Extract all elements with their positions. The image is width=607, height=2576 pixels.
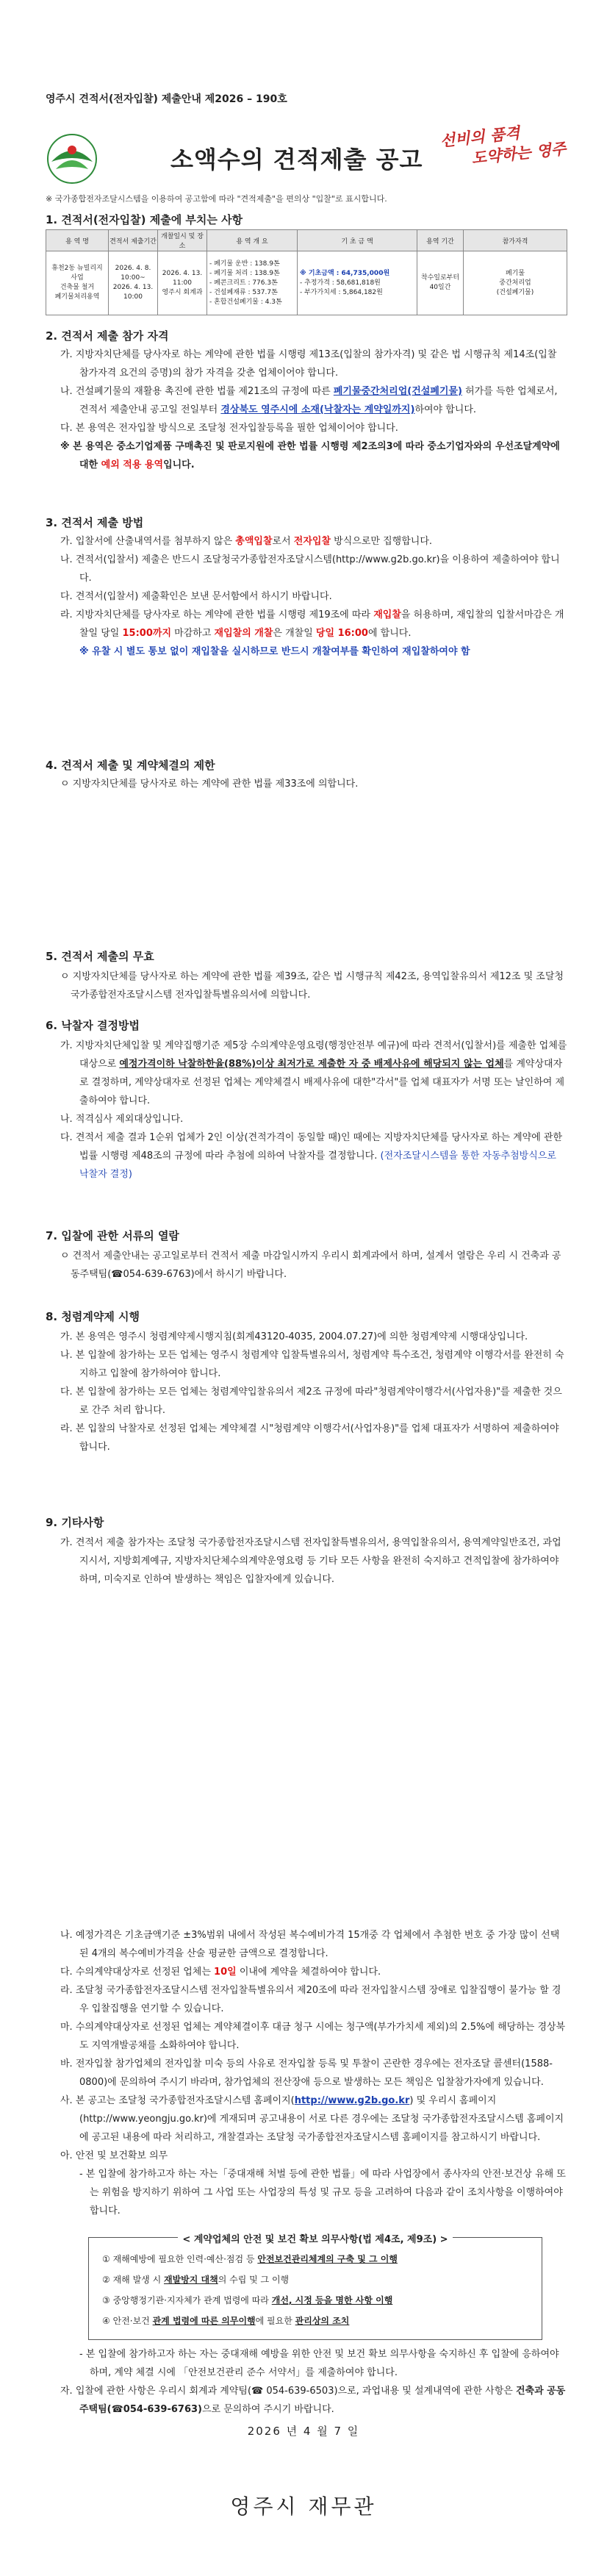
text: 재입찰의 개찰	[214, 628, 273, 639]
slogan-line-2: 도약하는 영주	[470, 139, 567, 168]
cell-period	[109, 251, 158, 315]
cell-text: 2026. 4. 13.	[162, 269, 203, 277]
text: 를 계약상대자로 결정하며, 계약상대자로 선정된 업체는 계약체결시 배제사유에 대한"각서"를 업체 대표자가 서명 또는 날인하여 제출하여야 합니다.	[79, 1059, 565, 1106]
obligation-box-title	[89, 2231, 542, 2245]
th-name: 용 역 명	[46, 230, 109, 251]
text: 로서	[272, 536, 291, 547]
text: 전자입찰	[293, 536, 331, 547]
section7-body	[60, 1247, 567, 1284]
section9-body	[60, 1926, 567, 2220]
cell-opening	[158, 251, 207, 315]
section3-item-da: 다. 견적서(입찰서) 제출확인은 보낸 문서함에서 하시기 바랍니다.	[60, 591, 332, 602]
text: 경상북도 영주시에 소재(낙찰자는 계약일까지)	[220, 404, 415, 415]
text: (전자조달시스템을 통한 자동추첨방식으로 낙찰자 결정)	[79, 1151, 556, 1180]
section9-body-bottom	[60, 2345, 567, 2419]
section9-a-item2: - 본 입찰에 참가하고자 하는 자는 중대재해 예방을 위한 안전 및 보건 확보 의무사항을 숙지하신 후 입찰에 응하여야 하며, 계약 체결 시에 「안전보건관리 준수 서약서」를 제출하여야 합니다.	[79, 2349, 559, 2378]
obligation-item-4	[102, 2314, 349, 2327]
text: 마감하고	[174, 628, 212, 639]
text: ※ 본 용역은 중소기업제품 구매촉진 및 판로지원에 관한 법률 시행령 제2조의3에 따라 중소기업자와의 우선조달계약에 대한	[60, 441, 560, 471]
cell-qualification	[464, 251, 567, 315]
cell-text: 영주시 회계과	[162, 288, 203, 296]
text: < 계약업체의 안전 및 보건 확보 의무사항(법 제4조, 제9조) >	[178, 2234, 452, 2245]
text: 사. 본 공고는 조달청 국가종합전자조달시스템 홈페이지(	[60, 2095, 295, 2106]
cell-duration	[417, 251, 464, 315]
th-qualification: 참가자격	[464, 230, 567, 251]
section6-title: 6. 낙찰자 결정방법	[46, 1019, 140, 1032]
obligation-item-1	[102, 2253, 398, 2265]
text: 예외 적용 용역	[101, 459, 164, 471]
section9-item-a: 아. 안전 및 보건확보 의무	[60, 2150, 168, 2161]
section9-item-na: 나. 예정가격은 기초금액기준 ±3%범위 내에서 작성된 복수예비가격 15개중 각 업체에서 추첨한 번호 중 가장 많이 선택된 4개의 복수예비가격을 산술 평균한 금액으로 결정합니다.	[60, 1930, 560, 1959]
text: 건축과 공동주택팀(☎054-639-6763)	[79, 2386, 566, 2415]
cell-text: 2026. 4. 13.	[112, 284, 154, 291]
section4-item: ㅇ 지방자치단체를 당사자로 하는 계약에 관한 법률 제33조에 의합니다.	[60, 779, 359, 790]
bid-info-table	[46, 229, 567, 315]
cell-text: - 건설폐재류 : 537.7톤	[209, 288, 278, 296]
section5-title: 5. 견적서 제출의 무효	[46, 950, 154, 963]
text: ④ 안전·보건	[102, 2316, 150, 2326]
cell-text: 휴천2동 뉴빌리지사업	[51, 265, 103, 282]
cell-name	[46, 251, 109, 315]
text: 을 허용하며, 재입찰의 입찰서마감은 개찰일 당일	[79, 609, 564, 639]
section2-item-na	[60, 382, 567, 419]
cell-text: 40일간	[429, 284, 451, 291]
section9-title: 9. 기타사항	[46, 1516, 104, 1529]
section2-item-da: 다. 본 용역은 전자입찰 방식으로 조달청 전자입찰등록을 필한 업체이어야 합니다.	[60, 423, 398, 434]
text: ③ 중앙행정기관·지자체가 관계 법령에 따라	[102, 2295, 269, 2305]
text: 재발방지 대책	[164, 2275, 218, 2285]
doc-number: 영주시 견적서(전자입찰) 제출안내 제2026 – 190호	[46, 93, 287, 105]
cell-text: ※ 기초금액 : 64,735,000원	[300, 269, 390, 277]
text: 폐기물중간처리업(건설폐기물)	[333, 386, 462, 397]
section3-note: ※ 유찰 시 별도 통보 없이 재입찰을 실시하므로 반드시 개찰여부를 확인하여 재입찰하여야 함	[79, 646, 470, 657]
g2b-link[interactable]: http://www.g2b.go.kr	[294, 2095, 410, 2106]
city-slogan	[439, 116, 583, 172]
section3-item-ra	[60, 606, 567, 643]
cell-text: 건축물 철거	[60, 284, 95, 291]
text: 가. 지방자치단체입찰 및 계약집행기준 제5장 수의계약운영요령(행정안전부 예규)에 따라 견적서(입찰서)를 제출한 업체를 대상으로	[60, 1040, 567, 1070]
th-opening: 개찰일시 및 장소	[158, 230, 207, 251]
notice-text: ※ 국가종합전자조달시스템을 이용하여 공고함에 따라 "견적제출"을 편의상 "입찰"로 표시합니다.	[46, 194, 387, 204]
text: ② 재해 발생 시	[102, 2275, 162, 2285]
text: 안전보건관리체계의 구축 및 그 이행	[257, 2254, 398, 2264]
text: ① 재해예방에 필요한 인력·예산·점검 등	[102, 2254, 255, 2264]
th-overview: 용 역 개 요	[207, 230, 298, 251]
th-period: 견적서 제출기간	[109, 230, 158, 251]
text: 은 개찰일	[273, 628, 313, 639]
obligation-item-3	[102, 2294, 392, 2306]
text: 라. 지방자치단체를 당사자로 하는 계약에 관한 법률 시행령 제19조에 따라	[60, 609, 371, 620]
section3-body	[60, 532, 567, 661]
section2-item-ga: 가. 지방자치단체를 당사자로 하는 계약에 관한 법률 시행령 제13조(입찰의 참가자격) 및 같은 법 시행규칙 제14조(입찰 참가자격 요건의 증명)의 참가 자격을 갖춘 업체이어야 합니다.	[60, 349, 557, 379]
cell-text: 폐기물	[505, 269, 525, 277]
text: 으로 문의하여 주시기 바랍니다.	[202, 2404, 334, 2415]
cell-text: - 추정가격 : 58,681,818원	[300, 279, 381, 287]
text: 허가를 득한 업체로서, 견적서 제출안내 공고일 전일부터	[79, 386, 558, 415]
section4-body	[60, 775, 567, 793]
section9-item-ja	[60, 2382, 567, 2419]
section7-item: ㅇ 견적서 제출안내는 공고일로부터 견적서 제출 마감일시까지 우리시 회계과에서 하며, 설계서 열람은 우리 시 건축과 공동주택팀(☎054-639-6763)에서 하시기 바랍니다.	[60, 1251, 561, 1280]
th-duration: 용역 기간	[417, 230, 464, 251]
text: 예정가격이하 낙찰하한율(88%)이상 최저가로 제출한 자 중 배제사유에 해당되지 않는 업체	[119, 1059, 504, 1070]
cell-amount	[298, 251, 417, 315]
section9-item-ra: 라. 조달청 국가종합전자조달시스템 전자입찰특별유의서 제20조에 따라 전자입찰시스템 장애로 입찰집행이 불가능 할 경우 입찰집행을 연기할 수 있습니다.	[60, 1985, 561, 2014]
section6-item-da	[60, 1128, 567, 1184]
section9-body-top	[60, 1534, 567, 1589]
text: 방식으로만 집행합니다.	[334, 536, 433, 547]
text: 관계 법령에 따른 의무이행	[152, 2316, 256, 2326]
cell-text: - 폐기물 운반 : 138.9톤	[209, 260, 280, 268]
cell-text: 10:00~	[121, 274, 146, 282]
table-row	[46, 251, 567, 315]
section9-a-item1: - 본 입찰에 참가하고자 하는 자는「중대재해 처벌 등에 관한 법률」에 따라 사업장에서 종사자의 안전·보건상 유해 또는 위험을 방지하기 위하여 그 사업 또는 사업장의 특성 및 규모 등을 고려하여 다음과 같이 조치사항을 이행하여야 합니다.	[79, 2169, 566, 2217]
cell-text: 중간처리업	[499, 279, 531, 287]
issuing-org: 영주시 재무관	[230, 2494, 377, 2519]
section6-item-ga	[60, 1037, 567, 1110]
cell-text: - 폐콘크리트 : 776.3톤	[209, 279, 278, 287]
section8-title: 8. 청렴계약제 시행	[46, 1310, 140, 1323]
cell-text: 10:00	[123, 293, 143, 301]
text: 하여야 합니다.	[414, 404, 477, 415]
text: 10일	[214, 1967, 237, 1978]
section6-item-na: 나. 적격심사 제외대상입니다.	[60, 1114, 184, 1125]
section9-item-ma: 마. 수의계약대상자로 선정된 업체는 계약체결이후 대금 청구 시에는 청구액(부가가치세 제외)의 2.5%에 해당하는 경상북도 지역개발공채를 소화하여야 합니다.	[60, 2022, 566, 2051]
section8-item-ga: 가. 본 용역은 영주시 청렴계약제시행지침(회계43120-4035, 2004.07.27)에 의한 청렴계약제 시행대상입니다.	[60, 1331, 528, 1342]
cell-text: 11:00	[173, 279, 192, 287]
text: 다. 견적서 제출 결과 1순위 업체가 2인 이상(견적가격이 동일할 때)인 때에는 지방자치단체를 당사자로 하는 계약에 관한 법률 시행령 제48조의 규정에 따라 추첨에 의하여 낙찰자를 결정합니다.	[60, 1132, 563, 1162]
section3-item-ga	[60, 532, 567, 551]
cell-text: - 폐기물 처리 : 138.9톤	[209, 269, 280, 277]
text: 총액입찰	[235, 536, 273, 547]
notice-date: 2026 년 4 월 7 일	[247, 2425, 360, 2438]
section9-item-ga: 가. 견적서 제출 참가자는 조달청 국가종합전자조달시스템 전자입찰특별유의서, 용역입찰유의서, 용역계약일반조건, 과업지시서, 지방회계예규, 지방자치단체수의계약운영요령 등 기타 모든 사항을 완전히 숙지하고 견적입찰에 참가하여야 하며, 미숙지로 인하여 발생하는 책임은 입찰자에게 있습니다.	[60, 1537, 561, 1585]
section6-body	[60, 1037, 567, 1184]
obligation-box	[88, 2234, 542, 2340]
text: 에 합니다.	[367, 628, 412, 639]
section9-item-ba: 바. 전자입찰 참가업체의 전자입찰 미숙 등의 사유로 전자입찰 등록 및 투찰이 곤란한 경우에는 전자조달 콜센터(1588-0800)에 문의하여 주시기 바라며, 참가업체의 전산장애 등으로 발생하는 모든 책임은 입찰참가자에게 있습니다.	[60, 2058, 553, 2088]
section7-title: 7. 입찰에 관한 서류의 열람	[46, 1229, 179, 1242]
text: 15:00까지	[122, 628, 172, 639]
text: 에 필요한	[255, 2316, 292, 2326]
section3-item-na: 나. 견적서(입찰서) 제출은 반드시 조달청국가종합전자조달시스템(http://www.g2b.go.kr)을 이용하여 제출하여야 합니다.	[60, 554, 560, 584]
cell-text: - 부가가치세 : 5,864,182원	[300, 288, 383, 296]
text: 입니다.	[163, 459, 195, 471]
section2-body	[60, 346, 567, 474]
cell-text: 폐기물처리용역	[54, 293, 100, 301]
text: 관리상의 조치	[295, 2316, 350, 2326]
text: 다. 수의계약대상자로 선정된 업체는	[60, 1967, 211, 1978]
text: 이내에 계약을 체결하여야 합니다.	[239, 1967, 381, 1978]
section2-note	[60, 437, 567, 474]
page-title: 소액수의 견적제출 공고	[170, 146, 423, 173]
text: 재입찰	[373, 609, 401, 620]
th-amount: 기 초 금 액	[298, 230, 417, 251]
cell-text: 착수일로부터	[420, 274, 460, 282]
section5-item: ㅇ 지방자치단체를 당사자로 하는 계약에 관한 법률 제39조, 같은 법 시행규칙 제42조, 용역입찰유의서 제12조 및 조달청 국가종합전자조달시스템 전자입찰특별유의서에 의합니다.	[60, 971, 564, 1001]
cell-overview	[207, 251, 298, 315]
section4-title: 4. 견적서 제출 및 계약체결의 제한	[46, 759, 215, 772]
section5-body	[60, 967, 567, 1004]
section8-item-na: 나. 본 입찰에 참가하는 모든 업체는 영주시 청렴계약 입찰특별유의서, 청렴계약 특수조건, 청렴계약 이행각서를 완전히 숙지하고 입찰에 참가하여야 합니다.	[60, 1350, 564, 1379]
yeongju-city-logo	[46, 132, 98, 185]
section9-item-da	[60, 1963, 567, 1981]
section3-title: 3. 견적서 제출 방법	[46, 516, 144, 529]
section8-item-da: 다. 본 입찰에 참가하는 모든 업체는 청렴계약입찰유의서 제2조 규정에 따라"청렴계약이행각서(사업자용)"를 제출한 것으로 간주 처리 합니다.	[60, 1387, 562, 1416]
text: 자. 입찰에 관한 사항은 우리시 회계과 계약팀(☎ 054-639-6503)으로, 과업내용 및 설계내역에 관한 사항은	[60, 2386, 513, 2397]
text: ) 및 우리시 홈페이지(http://www.yeongju.go.kr)에 게재되며 공고내용이 서로 다른 경우에는 조달청 국가종합전자조달시스템 홈페이지에 공고된 내용에 따라 처리하고, 개찰결과는 조달청 국가종합전자조달시스템 홈페이지를 참고하시기 바랍니다.	[79, 2095, 564, 2143]
cell-text: (건설폐기물)	[496, 288, 534, 296]
cell-text: - 혼합건설폐기물 : 4.3톤	[209, 298, 282, 306]
text: 의 수립 및 그 이행	[218, 2275, 290, 2285]
text: 가. 입찰서에 산출내역서를 첨부하지 않은	[60, 536, 233, 547]
cell-text: 2026. 4. 8.	[115, 265, 151, 272]
section2-title: 2. 견적서 제출 참가 자격	[46, 329, 169, 343]
section8-body	[60, 1328, 567, 1456]
section1-title: 1. 견적서(전자입찰) 제출에 부치는 사항	[46, 213, 243, 226]
text: 당일 16:00	[315, 628, 368, 639]
table-header-row	[46, 230, 567, 251]
text: 개선, 시정 등을 명한 사항 이행	[271, 2295, 393, 2305]
text: 나. 건설폐기물의 재활용 촉진에 관한 법률 제21조의 규정에 따른	[60, 386, 331, 397]
obligation-item-2	[102, 2273, 289, 2286]
section8-item-ra: 라. 본 입찰의 낙찰자로 선정된 업체는 계약체결 시"청렴계약 이행각서(사업자용)"를 업체 대표자가 서명하여 제출하여야 합니다.	[60, 1423, 559, 1453]
slogan-line-1: 선비의 품격	[439, 123, 521, 150]
section9-item-sa	[60, 2092, 567, 2147]
